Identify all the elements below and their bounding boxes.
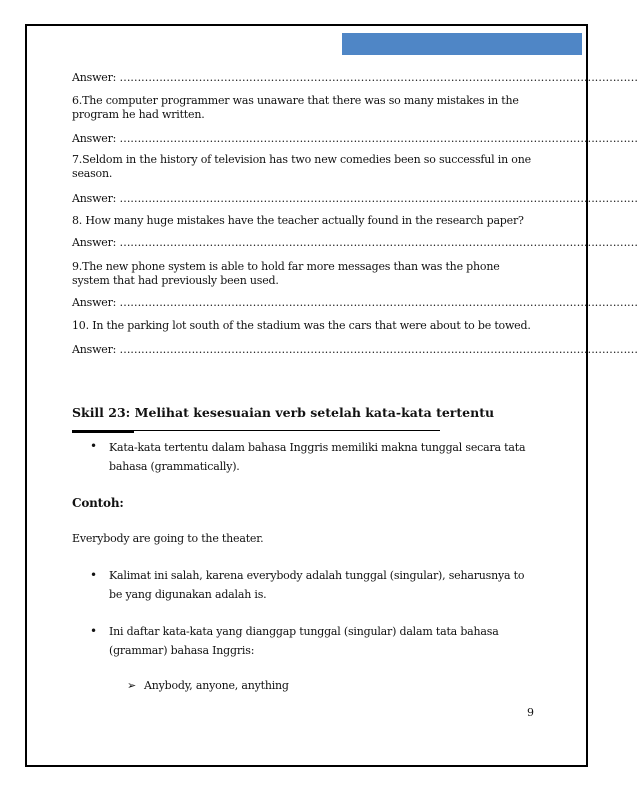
contoh-label: Contoh:	[72, 496, 124, 510]
bullet-dot-2: •	[90, 568, 98, 582]
question-7: 7.Seldom in the history of television has two new comedies been so successful in one season.	[72, 153, 531, 180]
question-9: 9.The new phone system is able to hold far more messages than was the phone system that had previously been used.	[72, 260, 500, 287]
heading-rule-thick	[72, 430, 134, 433]
bullet-dot-3: •	[90, 624, 98, 638]
question-6: 6.The computer programmer was unaware that there was so many mistakes in the program he had written.	[72, 94, 519, 121]
example-sentence: Everybody are going to the theater.	[72, 532, 264, 545]
answer-line-5: Answer: ………………………………………………………………………………………………………………………………	[72, 71, 638, 84]
question-10: 10. In the parking lot south of the stadium was the cars that were about to be towed.	[72, 319, 531, 332]
answer-line-8: Answer: ………………………………………………………………………………………………………………………………	[72, 236, 638, 249]
sub-item-1: Anybody, anyone, anything	[144, 679, 289, 692]
answer-line-6: Answer: ………………………………………………………………………………………………………………………………	[72, 132, 638, 145]
bullet-text-1: Kata-kata tertentu dalam bahasa Inggris memiliki makna tunggal secara tata bahasa (grammatically).	[109, 441, 526, 473]
arrow-bullet-icon: ➢	[127, 679, 137, 692]
bullet-text-3: Ini daftar kata-kata yang dianggap tunggal (singular) dalam tata bahasa (grammar) bahasa Inggris:	[109, 625, 499, 657]
heading-rule-thin	[134, 430, 440, 431]
answer-line-7: Answer: ………………………………………………………………………………………………………………………………	[72, 192, 638, 205]
header-color-bar	[342, 33, 582, 55]
skill-heading: Skill 23: Melihat kesesuaian verb setelah kata-kata tertentu	[72, 405, 495, 420]
answer-line-10: Answer: ………………………………………………………………………………………………………………………………	[72, 343, 638, 356]
question-8: 8. How many huge mistakes have the teacher actually found in the research paper?	[72, 214, 524, 227]
page-number: 9	[527, 706, 534, 719]
bullet-dot-1: •	[90, 439, 98, 453]
bullet-text-2: Kalimat ini salah, karena everybody adalah tunggal (singular), seharusnya to be yang digunakan adalah is.	[109, 569, 525, 601]
answer-line-9: Answer: ………………………………………………………………………………………………………………………………	[72, 296, 638, 309]
